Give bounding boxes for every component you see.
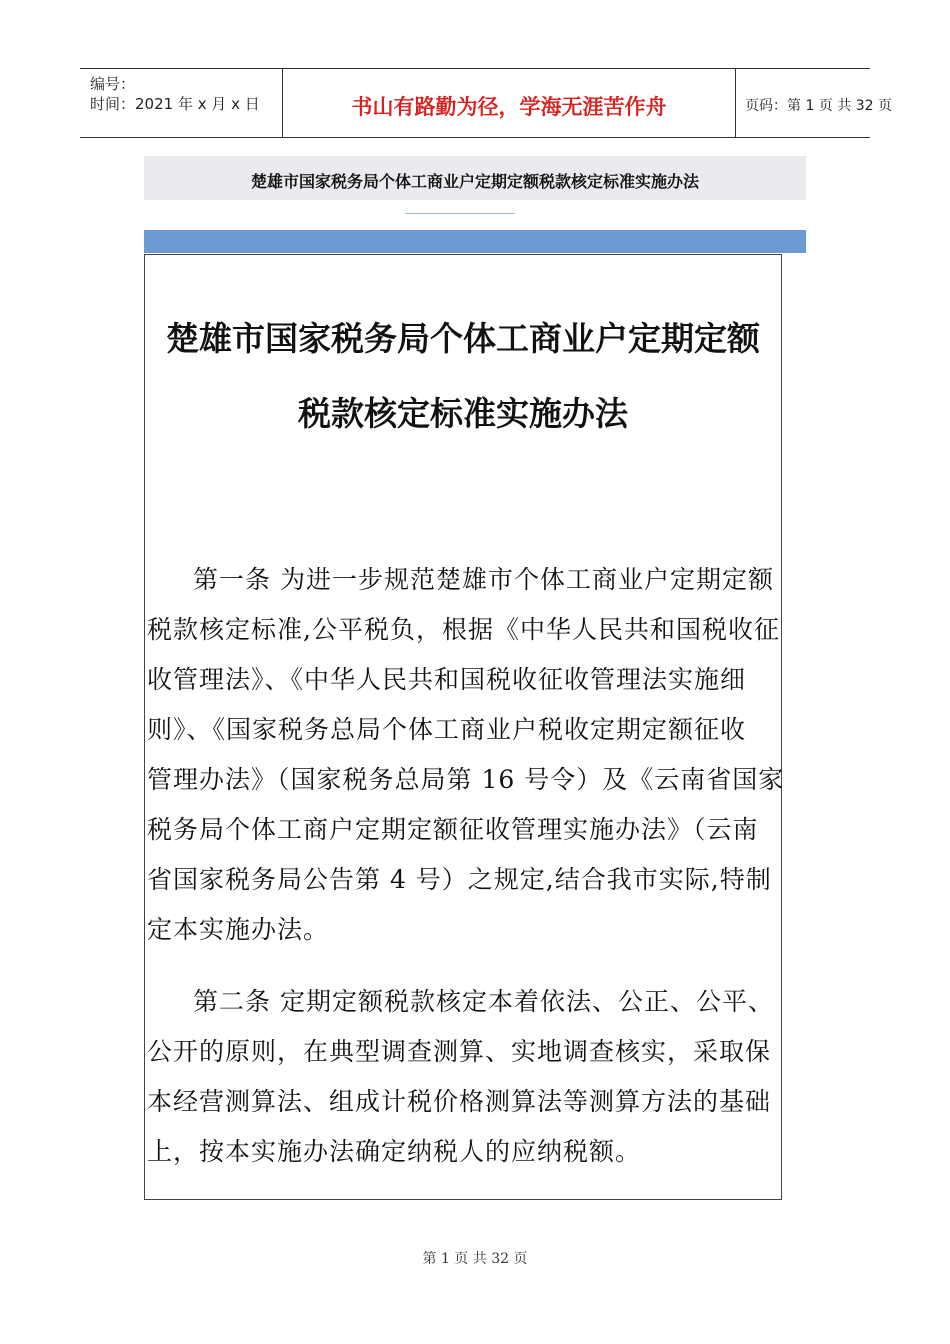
blue-bar [144, 230, 806, 253]
motto-text: 书山有路勤为径，学海无涯苦作舟 [351, 95, 667, 119]
article-line: 定本实施办法。 [147, 915, 330, 944]
page-footer: 第 1 页 共 32 页 [422, 1251, 528, 1267]
article-line: 省国家税务局公告第 4 号）之规定,结合我市实际,特制 [147, 865, 772, 894]
document-title-line1: 楚雄市国家税务局个体工商业户定期定额 [166, 319, 760, 358]
document-title-line2: 税款核定标准实施办法 [298, 394, 628, 433]
article-line: 上，按本实施办法确定纳税人的应纳税额。 [147, 1137, 642, 1166]
header-table [80, 68, 892, 138]
header-motto-cell [282, 69, 736, 137]
decorative-line [405, 213, 515, 214]
article-2 [147, 977, 781, 1177]
article-line: 则》、《国家税务总局个体工商业户税收定期定额征收 [147, 715, 747, 744]
article-line: 公开的原则，在典型调查测算、实地调查核实，采取保 [147, 1037, 772, 1066]
page-info: 页码：第 1 页 共 32 页 [745, 98, 892, 114]
serial-label: 编号： [90, 75, 136, 93]
article-line: 本经营测算法、组成计税价格测算法等测算方法的基础 [147, 1087, 772, 1116]
article-line: 收管理法》、《中华人民共和国税收征收管理法实施细 [147, 665, 747, 694]
article-1 [147, 555, 785, 955]
article-line: 税款核定标准,公平税负，根据《中华人民共和国税收征 [147, 615, 780, 644]
header-meta-cell [80, 69, 282, 137]
article-line: 第一条 为进一步规范楚雄市个体工商业户定期定额 [193, 565, 774, 594]
banner-title: 楚雄市国家税务局个体工商业户定期定额税款核定标准实施办法 [250, 172, 699, 191]
banner [144, 156, 806, 200]
header-page-cell [735, 69, 892, 137]
document-body [144, 254, 785, 1200]
article-line: 第二条 定期定额税款核定本着依法、公正、公平、 [193, 987, 774, 1016]
date-text: 时间：2021 年 x 月 x 日 [90, 95, 260, 113]
article-line: 税务局个体工商户定期定额征收管理实施办法》（云南 [147, 815, 759, 844]
article-line: 管理办法》（国家税务总局第 16 号令）及《云南省国家 [147, 765, 785, 794]
